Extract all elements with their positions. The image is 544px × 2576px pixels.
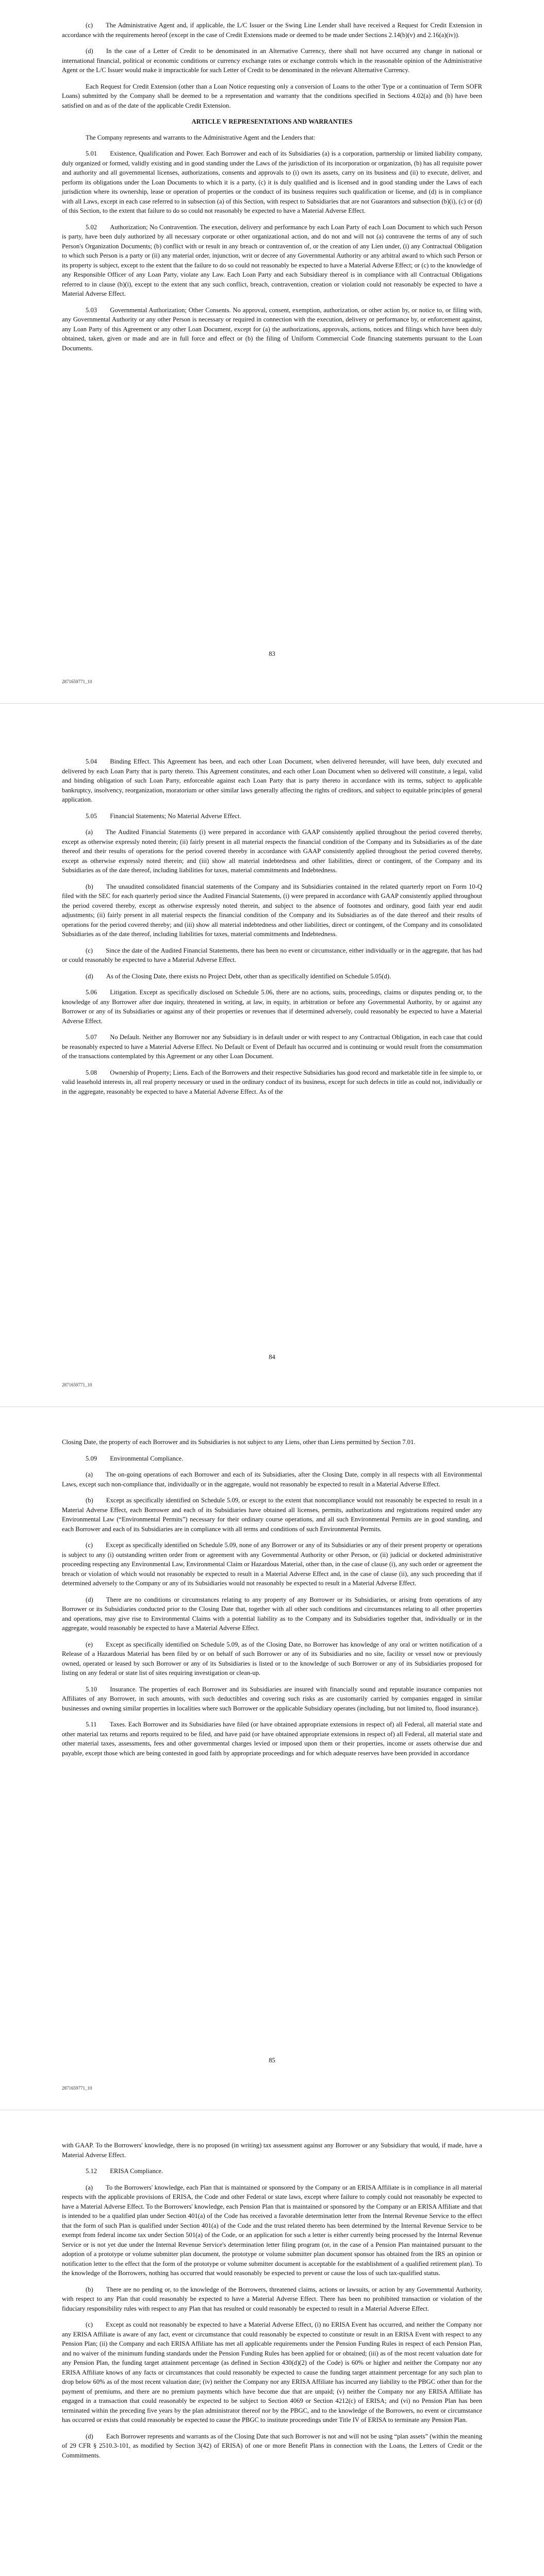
document-id: 2871659771_10 (62, 2086, 92, 2091)
section-5-01: 5.01 Existence, Qualification and Power. Each Borrower and each of its Subsidiaries (a) is a corporation, partnership or limited liability company, duly organized or formed, validly existing and in good standing under the Laws of the jurisdiction of its incorporation or organization, (b) has all requisite power and authority and all governmental licenses, authorizations, consents and approvals to (i) own its assets, carry on its business and (ii) to execute, deliver, and perform its obligations under the Loan Documents to which it is a party, (c) it is duly qualified and is licensed and in good standing under the Laws of each jurisdiction where its ownership, lease or operation of properties or the conduct of its business requires such qualification or license, and (d) is in compliance with all Laws, except in each case referred to in subsection (a) of this Section, with respect to Subsidiaries that are not Guarantors and subsection (b)(i), (c) or (d) of this Section, to the extent that failure to do so could not reasonably be expected to have a Material Adverse Effect. (62, 150, 482, 214)
paragraph: Closing Date, the property of each Borrower and its Subsidiaries is not subject to any Liens, other than Liens permitted by Section 7.01. (62, 1438, 416, 1446)
paragraph: (d) There are no conditions or circumstances relating to any property of any Borrower or its Subsidiaries, or arising from operations of any Borrower or its Subsidiaries conducted prior to the Closing Date that, together with all other such conditions and circumstances relating to all other properties and operations, may give rise to Environmental Claims with a potential liability as to the Company and its Subsidiaries together that, individually or in the aggregate, would reasonably be expected to have a Material Adverse Effect. (62, 1596, 482, 1632)
section-5-06: 5.06 Litigation. Except as specifically disclosed on Schedule 5.06, there are no actions, suits, proceedings, claims or disputes pending or, to the knowledge of any Borrower after due inquiry, threatened in writing, at law, in equity, in arbitration or before any Governmental Authority, by or against any Borrower or any of its Subsidiaries or against any of their properties or revenues that if determined adversely, could reasonably be expected to have a Material Adverse Effect. (62, 989, 482, 1025)
page-86 (0, 2110, 544, 2576)
paragraph: (c) Since the date of the Audited Financial Statements, there has been no event or circumstance, either individually or in the aggregate, that has had or could reasonably be expected to have a Material Adverse Effect. (62, 946, 482, 963)
page-body (62, 21, 482, 353)
paragraph: (d) As of the Closing Date, there exists no Project Debt, other than as specifically identified on Schedule 5.05(d). (86, 972, 391, 980)
page-body (62, 2141, 482, 2460)
page-83 (0, 0, 544, 703)
document-id: 2871659771_10 (62, 679, 92, 684)
paragraph: (c) The Administrative Agent and, if applicable, the L/C Issuer or the Swing Line Lender shall have received a Request for Credit Extension in accordance with the requirements hereof (except in the case of Credit Extensions made or deemed to be made under Sections 2.14(b)(v) and 2.16(a)(iv)). (62, 22, 482, 39)
paragraph: (a) The on-going operations of each Borrower and each of its Subsidiaries, after the Closing Date, comply in all respects with all Environmental Laws, except such non-compliance that, individually or in the aggregate, would not reasonably be expected to result in a Material Adverse Effect. (62, 1471, 482, 1488)
paragraph: (a) The Audited Financial Statements (i) were prepared in accordance with GAAP consistently applied throughout the period covered thereby, except as otherwise expressly noted therein; (ii) fairly present in all material respects the financial condition of the Company and its Subsidiaries as of the date thereof and their results of operations for the period covered thereby in accordance with GAAP consistently applied throughout the period covered thereby, except as otherwise expressly noted therein; and (iii) show all material indebtedness and other liabilities, direct or contingent, of the Company and its Subsidiaries as of the date thereof, including liabilities for taxes, material commitments and Indebtedness. (62, 828, 482, 874)
paragraph: (b) The unaudited consolidated financial statements of the Company and its Subsidiaries contained in the related quarterly report on Form 10-Q filed with the SEC for each quarterly period since the Audited Financial Statements, (i) were prepared in accordance with GAAP consistently applied throughout the period covered thereby, except as otherwise expressly noted therein, and subject to the absence of footnotes and ordinary, good faith year end audit adjustments; (ii) fairly present in all material respects the financial condition of the Company and its Subsidiaries as of the date thereof and their results of operations for the period covered thereby; and (iii) show all material indebtedness and other liabilities, direct or contingent, of the Company and its consolidated Subsidiaries as of the date thereof, including liabilities for taxes, material commitments and Indebtedness. (62, 883, 482, 938)
page-number: 84 (269, 1353, 275, 1361)
paragraph: with GAAP. To the Borrowers' knowledge, there is no proposed (in writing) tax assessment against any Borrower or any Subsidiary that would, if made, have a Material Adverse Effect. (62, 2142, 482, 2159)
paragraph: (b) Except as specifically identified on Schedule 5.09, or except to the extent that noncompliance would not reasonably be expected to result in a Material Adverse Effect, each Borrower and each of its Subsidiaries have obtained all licenses, permits, authorizations and registrations required under any Environmental Law (“Environmental Permits”) necessary for their ordinary course operations, and all such Environmental Permits are in good standing, and each Borrower and each of its Subsidiaries are in compliance with all terms and conditions of such Environmental Permits. (62, 1497, 482, 1533)
paragraph: (e) Except as specifically identified on Schedule 5.09, as of the Closing Date, no Borrower has knowledge of any oral or written notification of a Release of a Hazardous Material has been filed by or on behalf of such Borrower or any of its Subsidiaries and no site, facility or vessel now or previously owned, operated or leased by such Borrower or any of its Subsidiaries is listed or to the knowledge of such Borrower or any of its Subsidiaries proposed for listing on any federal or state list of sites requiring investigation or clean-up. (62, 1640, 482, 1676)
paragraph: (c) Except as specifically identified on Schedule 5.09, none of any Borrower or any of its Subsidiaries or any of their present property or operations is subject to any (i) outstanding written order from or agreement with any Governmental Authority or other Person, or (ii) judicial or docketed administrative proceeding respecting any Environmental Law, Environmental Claim or Hazardous Material, other than, in the case of clause (i), any such order or agreement the breach or violation of which would not reasonably be expected to result in a Material Adverse Effect and, in the case of clause (ii), any such proceeding that if determined adversely to the Company or any of its Subsidiaries would not reasonably be expected to result in a Material Adverse Effect. (62, 1541, 482, 1587)
page-body (62, 1437, 482, 1758)
section-5-03: 5.03 Governmental Authorization; Other Consents. No approval, consent, exemption, authorization, or other action by, or notice to, or filing with, any Governmental Authority or any other Person is necessary or required in connection with the execution, delivery or performance by, or enforcement against, any Loan Party of this Agreement or any other Loan Document, except for (a) the authorizations, approvals, actions, notices and filings which have been duly obtained, taken, given or made and are in full force and effect or (b) the filing of Uniform Commercial Code financing statements pursuant to the Loan Documents. (62, 306, 482, 352)
page-85 (0, 1406, 544, 2110)
paragraph: Each Request for Credit Extension (other than a Loan Notice requesting only a conversion of Loans to the other Type or a continuation of Term SOFR Loans) submitted by the Company shall be deemed to be a representation and warranty that the conditions specified in Sections 4.02(a) and (b) have been satisfied on and as of the date of the applicable Credit Extension. (62, 82, 482, 109)
section-5-09: 5.09 Environmental Compliance. (86, 1454, 184, 1462)
paragraph: (c) Except as could not reasonably be expected to have a Material Adverse Effect, (i) no ERISA Event has occurred, and neither the Company nor any ERISA Affiliate is aware of any fact, event or circumstance that could reasonably be expected to constitute or result in an ERISA Event with respect to any Pension Plan; (ii) the Company and each ERISA Affiliate has met all applicable requirements under the Pension Funding Rules in respect of each Pension Plan, and no waiver of the minimum funding standards under the Pension Funding Rules has been applied for or obtained; (iii) as of the most recent valuation date for any Pension Plan, the funding target attainment percentage (as defined in Section 430(d)(2) of the Code) is 60% or higher and neither the Company nor any ERISA Affiliate knows of any facts or circumstances that could reasonably be expected to cause the funding target attainment percentage for any such plan to drop below 60% as of the most recent valuation date; (iv) neither the Company nor any ERISA Affiliate has incurred any liability to the PBGC other than for the payment of premiums, and there are no premium payments which have become due that are unpaid; (v) neither the Company nor any ERISA Affiliate has engaged in a transaction that could reasonably be expected to be subject to Section 4069 or Section 4212(c) of ERISA; and (vi) no Pension Plan has been terminated within the preceding five years by the plan administrator thereof nor by the PBGC, and to the knowledge of the Borrowers, no event or circumstance has occurred or exists that could reasonably be expected to cause the PBGC to institute proceedings under Title IV of ERISA to terminate any Pension Plan. (62, 2321, 482, 2424)
section-5-12: 5.12 ERISA Compliance. (86, 2167, 163, 2175)
article-heading: ARTICLE V REPRESENTATIONS AND WARRANTIES (191, 118, 353, 125)
section-5-07: 5.07 No Default. Neither any Borrower nor any Subsidiary is in default under or with respect to any Contractual Obligation, in each case that could be reasonably expected to have a Material Adverse Effect. No Default or Event of Default has occurred and is continuing or would result from the consummation of the transactions contemplated by this Agreement or any other Loan Document. (62, 1033, 482, 1060)
section-5-08: 5.08 Ownership of Property; Liens. Each of the Borrowers and their respective Subsidiaries has good record and marketable title in fee simple to, or valid leasehold interests in, all real property necessary or used in the ordinary conduct of its business, except for such defects in title as could not, individually or in the aggregate, reasonably be expected to have a Material Adverse Effect. As of the (62, 1069, 482, 1095)
page-number: 85 (269, 2057, 275, 2064)
paragraph: (d) Each Borrower represents and warrants as of the Closing Date that such Borrower is not and will not be using “plan assets” (within the meaning of 29 CFR § 2510.3-101, as modified by Section 3(42) of ERISA) of one or more Benefit Plans in connection with the Loans, the Letters of Credit or the Commitments. (62, 2432, 482, 2459)
document-id: 2871659771_10 (62, 1382, 92, 1387)
page-number: 83 (269, 650, 275, 657)
paragraph: (a) To the Borrowers' knowledge, each Plan that is maintained or sponsored by the Company or an ERISA Affiliate is in compliance in all material respects with the applicable provisions of ERISA, the Code and other Federal or state laws, except where failure to comply could not reasonably be expected to have a Material Adverse Effect. To the Borrowers' knowledge, each Pension Plan that is maintained or sponsored by the Company or an ERISA Affiliate and that is intended to be a qualified plan under Section 401(a) of the Code has received a favorable determination letter from the Internal Revenue Service to the effect that the form of such Plan is qualified under Section 401(a) of the Code and the trust related thereto has been determined by the Internal Revenue Service to be exempt from federal income tax under Section 501(a) of the Code, or an application for such a letter is either currently being processed by the Internal Revenue Service or is not yet due under the Internal Revenue Service's determination letter filing program (or, in the case of a Pension Plan maintained pursuant to the adoption of a prototype or volume submitter plan document, the prototype or volume submitter plan document sponsor has obtained from the IRS an opinion or notification letter to the effect that the form of the prototype or volume submitter document is acceptable for the establishment of a qualified retirement plan). To the knowledge of the Borrowers, nothing has occurred that would reasonably be expected to prevent or cause the loss of such tax-qualified status. (62, 2183, 482, 2277)
section-5-11: 5.11 Taxes. Each Borrower and its Subsidiaries have filed (or have obtained appropriate extensions in respect of) all Federal, all material state and other material tax returns and reports required to be filed, and have paid (or have obtained appropriate extensions in respect of) all Federal, all material state and other material taxes, assessments, fees and other governmental charges levied or imposed upon them or their properties, income or assets otherwise due and payable, except those which are being contested in good faith by appropriate proceedings and for which adequate reserves have been provided in accordance (62, 1721, 482, 1757)
section-5-04: 5.04 Binding Effect. This Agreement has been, and each other Loan Document, when delivered hereunder, will have been, duly executed and delivered by each Loan Party that is party thereto. This Agreement constitutes, and each other Loan Document when so delivered will constitute, a legal, valid and binding obligation of such Loan Party, enforceable against each Loan Party that is party thereto in accordance with its terms, subject to applicable bankruptcy, insolvency, reorganization, moratorium or other similar laws generally affecting the rights of creditors, and subject to equitable principles of general application. (62, 758, 482, 803)
paragraph: (d) In the case of a Letter of Credit to be denominated in an Alternative Currency, there shall not have occurred any change in national or international financial, political or economic conditions or currency exchange rates or exchange controls which in the reasonable opinion of the Administrative Agent or the L/C Issuer would make it impracticable for such Letter of Credit to be denominated in the relevant Alternative Currency. (62, 47, 482, 74)
page-84 (0, 703, 544, 1406)
section-5-02: 5.02 Authorization; No Contravention. The execution, delivery and performance by each Loan Party of each Loan Document to which such Person is party, have been duly authorized by all necessary corporate or other organizational action, and do not and will not (a) contravene the terms of any of such Person's Organization Documents; (b) conflict with or result in any breach or contravention of, or the creation of any Lien under, (i) any Contractual Obligation to which such Person is a party or (ii) any material order, injunction, writ or decree of any Governmental Authority or any arbitral award to which such Person or its property is subject, except to the extent that the failure to do so could not reasonably be expected to have a Material Adverse Effect; or (c) to the knowledge of any Responsible Officer of any Loan Party, violate any Law. Each Loan Party and each Subsidiary thereof is in compliance with all Contractual Obligations referred to in clause (b)(i), except to the extent that any such conflict, breach, contravention, creation or violation could not reasonably be expected to have a Material Adverse Effect. (62, 223, 482, 297)
page-body (62, 757, 482, 1096)
paragraph: (b) There are no pending or, to the knowledge of the Borrowers, threatened claims, actions or lawsuits, or action by any Governmental Authority, with respect to any Plan that could reasonably be expected to have a Material Adverse Effect. There has been no prohibited transaction or violation of the fiduciary responsibility rules with respect to any Plan that has resulted or could reasonably be expected to result in a Material Adverse Effect. (62, 2285, 482, 2312)
section-5-05: 5.05 Financial Statements; No Material Adverse Effect. (86, 812, 241, 820)
paragraph: The Company represents and warrants to the Administrative Agent and the Lenders that: (86, 133, 316, 141)
section-5-10: 5.10 Insurance. The properties of each Borrower and its Subsidiaries are insured with financially sound and reputable insurance companies not Affiliates of any Borrower, in such amounts, with such deductibles and covering such risks as are customarily carried by companies engaged in similar businesses and owning similar properties in localities where such Borrower or the applicable Subsidiary operates (including, but not limited to, flood insurance). (62, 1685, 482, 1712)
